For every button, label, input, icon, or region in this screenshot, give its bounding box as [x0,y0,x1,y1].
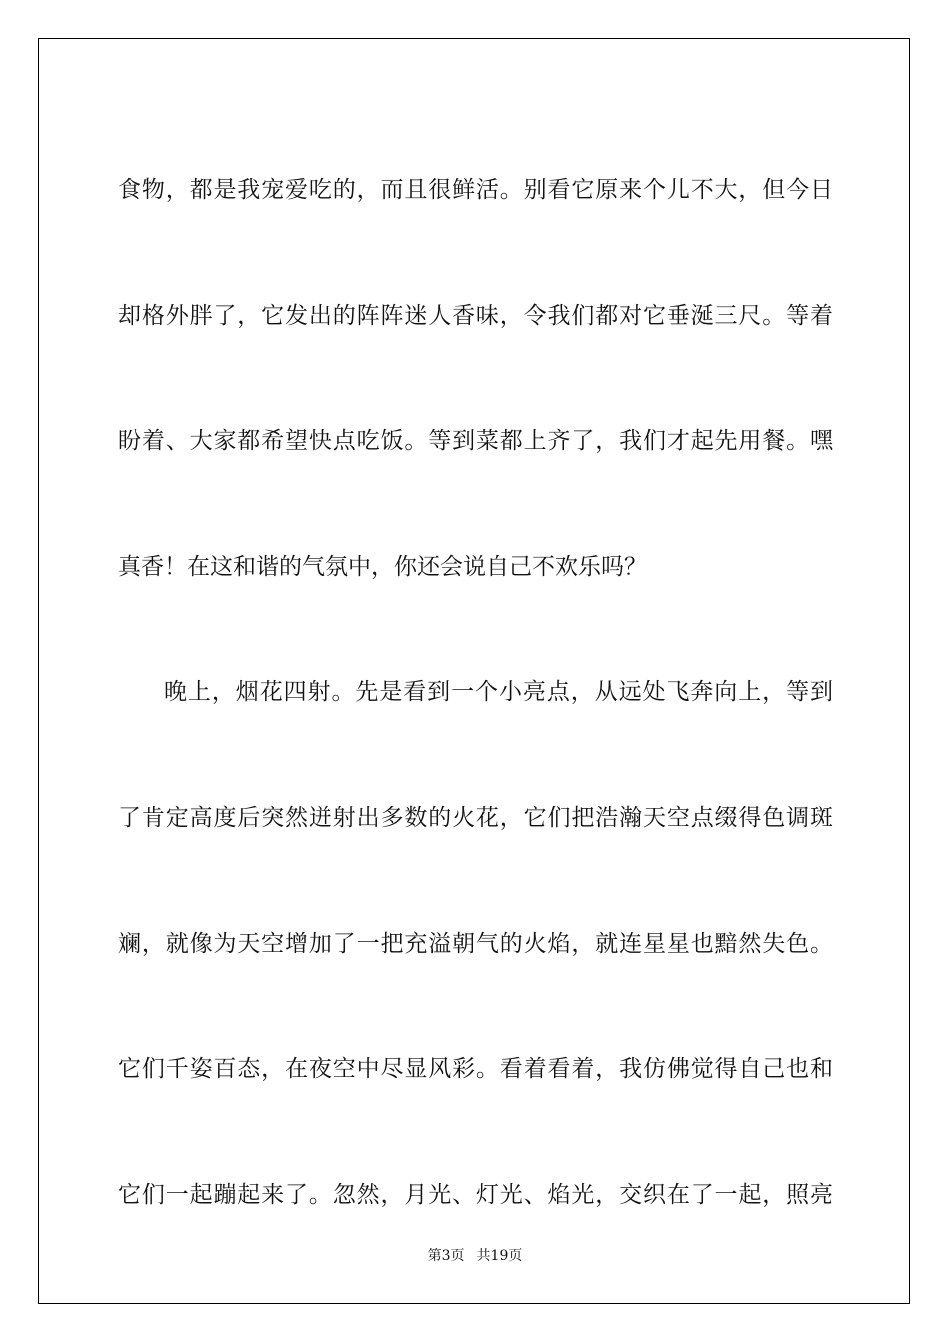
text-line: 食物，都是我宠爱吃的，而且很鲜活。别看它原来个儿不大，但今日 [118,177,833,203]
document-body [118,128,833,1258]
text-line: 却格外胖了，它发出的阵阵迷人香味，令我们都对它垂涎三尺。等着 [118,302,833,329]
text-line: 它们千姿百态，在夜空中尽显风彩。看着看着，我仿佛觉得自己也和 [118,1056,833,1083]
text-line: 真香！在这和谐的气氛中，你还会说自己不欢乐吗？ [118,553,647,580]
text-line: 斓，就像为天空增加了一把充溢朝气的火焰，就连星星也黯然失色。 [118,930,833,957]
paragraph-start-line: 晚上，烟花四射。先是看到一个小亮点，从远处飞奔向上，等到 [164,679,833,706]
text-line: 了肯定高度后突然迸射出多数的火花，它们把浩瀚天空点缀得色调斑 [118,804,833,831]
text-line: 盼着、大家都希望快点吃饭。等到菜都上齐了，我们才起先用餐。嘿 [118,428,833,455]
text-line: 它们一起蹦起来了。忽然，月光、灯光、焰光，交织在了一起，照亮 [118,1181,833,1208]
page-footer [0,1246,950,1266]
page-total: 共19页 [476,1248,523,1264]
page-number: 第3页 [427,1248,465,1264]
